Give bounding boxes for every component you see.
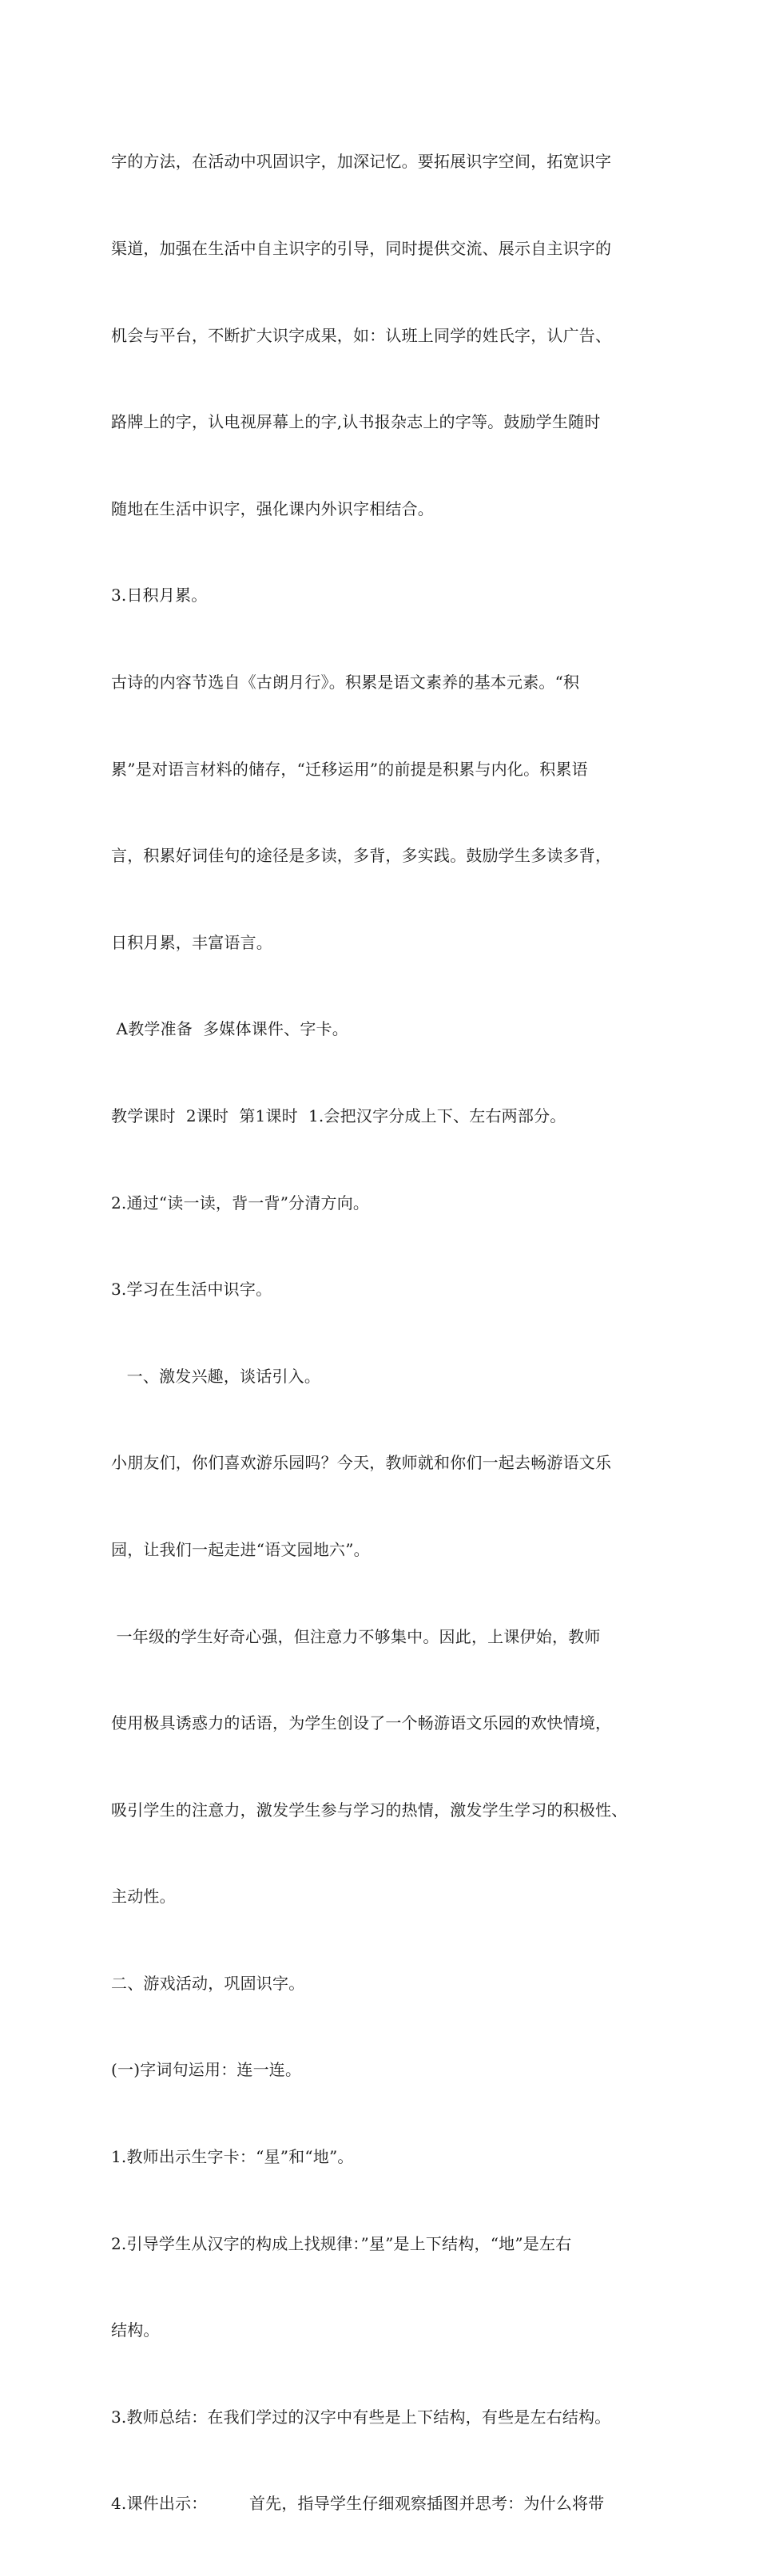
text-line: 一年级的学生好奇心强，但注意力不够集中。因此，上课伊始，教师 [111, 1626, 601, 1646]
text-line: 4.课件出示： 首先，指导学生仔细观察插图并思考：为什么将带 [111, 2494, 605, 2514]
text-line: 2.引导学生从汉字的构成上找规律：”星”是上下结构，“地”是左右 [111, 2233, 572, 2253]
text-line: 渠道，加强在生活中自主识字的引导，同时提供交流、展示自主识字的 [111, 239, 612, 258]
text-line: 使用极具诱惑力的话语，为学生创设了一个畅游语文乐园的欢快情境， [111, 1713, 612, 1733]
text-line: 2.通过“读一读，背一背”分清方向。 [111, 1193, 370, 1213]
section-heading: 二、游戏活动，巩固识字。 [111, 1973, 305, 1993]
text-line: 机会与平台，不断扩大识字成果，如：认班上同学的姓氏字，认广告、 [111, 325, 612, 345]
text-line: 3.学习在生活中识字。 [111, 1280, 272, 1300]
text-line: 累”是对语言材料的储存，“迁移运用”的前提是积累与内化。积累语 [111, 759, 588, 779]
text-line: A教学准备 多媒体课件、字卡。 [111, 1019, 348, 1039]
text-line: 1.教师出示生字卡：“星”和“地”。 [111, 2147, 354, 2167]
text-line: 古诗的内容节选自《古朗月行》。积累是语文素养的基本元素。“积 [111, 672, 580, 692]
text-line: 字的方法，在活动中巩固识字，加深记忆。要拓展识字空间，拓宽识字 [111, 152, 612, 172]
section-heading: 3.日积月累。 [111, 585, 208, 605]
text-line: 园，让我们一起走进“语文园地六”。 [111, 1539, 370, 1559]
text-line: 主动性。 [111, 1887, 176, 1907]
text-line: 言，积累好词佳句的途径是多读，多背，多实践。鼓励学生多读多背， [111, 846, 612, 866]
text-line: 吸引学生的注意力，激发学生参与学习的热情，激发学生学习的积极性、 [111, 1800, 628, 1820]
text-line: 结构。 [111, 2320, 160, 2340]
text-line: (一)字词句运用：连一连。 [111, 2060, 302, 2080]
text-line: 小朋友们，你们喜欢游乐园吗？今天，教师就和你们一起去畅游语文乐 [111, 1453, 612, 1473]
section-heading: 一、激发兴趣，谈话引入。 [111, 1366, 321, 1386]
body-text [111, 89, 670, 2576]
text-line: 随地在生活中识字，强化课内外识字相结合。 [111, 498, 434, 518]
text-line: 3.教师总结：在我们学过的汉字中有些是上下结构，有些是左右结构。 [111, 2407, 611, 2427]
text-line: 路牌上的字，认电视屏幕上的字,认书报杂志上的字等。鼓励学生随时 [111, 412, 601, 432]
text-line: 日积月累，丰富语言。 [111, 932, 272, 952]
text-line: 教学课时 2课时 第1课时 1.会把汉字分成上下、左右两部分。 [111, 1105, 566, 1125]
